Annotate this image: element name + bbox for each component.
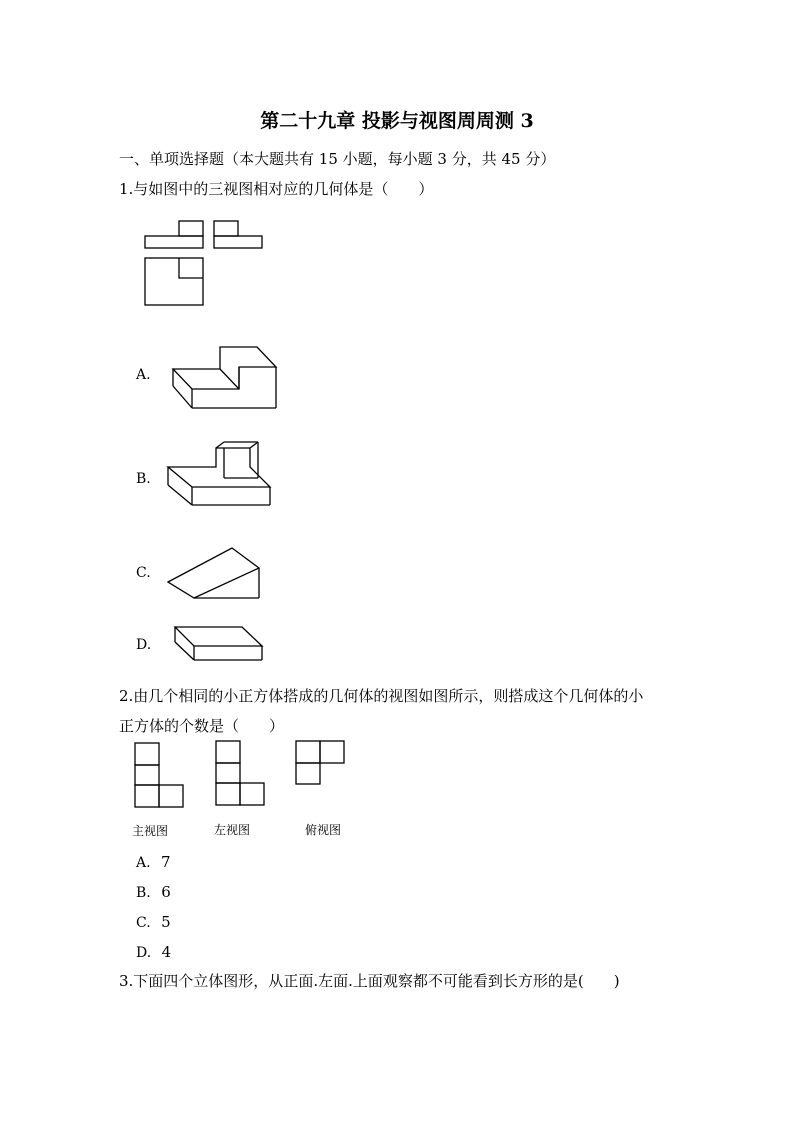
q2-option-c[interactable] [136,913,171,931]
q1-option-b-figure[interactable] [166,442,274,510]
q1-three-views-figure [140,216,270,308]
q2-option-c-value: 5 [161,913,171,931]
question-1-stem: 1.与如图中的三视图相对应的几何体是（ ） [119,180,434,198]
q2-option-a-label: A. [136,855,151,871]
q1-option-c-figure[interactable] [164,544,264,602]
q2-option-d[interactable] [136,943,171,961]
q1-option-a-figure[interactable] [168,342,280,412]
question-2-stem-line1: 2.由几个相同的小正方体搭成的几何体的视图如图所示，则搭成这个几何体的小 [119,687,644,705]
q2-top-view-figure [294,739,348,787]
q2-top-view-label: 俯视图 [305,823,342,837]
q1-option-c-label[interactable]: C. [136,565,151,581]
q1-option-b-label[interactable]: B. [136,471,151,487]
q1-option-d-label[interactable]: D. [136,637,152,653]
q2-option-d-label: D. [136,945,152,961]
q2-option-c-label: C. [136,915,151,931]
q2-left-view-figure [214,739,268,807]
q2-front-view-label: 主视图 [132,824,169,838]
q1-option-a-label[interactable]: A. [136,367,151,383]
q2-option-d-value: 4 [161,943,172,961]
q2-option-b-value: 6 [161,883,171,901]
q2-option-a[interactable] [136,853,171,871]
q2-option-b[interactable] [136,883,171,901]
q2-left-view-label: 左视图 [214,823,251,837]
q1-option-d-figure[interactable] [170,622,268,664]
question-3-stem: 3.下面四个立体图形，从正面.左面.上面观察都不可能看到长方形的是( ) [119,972,620,990]
q2-option-b-label: B. [136,885,151,901]
section-header: 一、单项选择题（本大题共有 15 小题，每小题 3 分，共 45 分） [119,150,556,168]
question-2-stem-line2: 正方体的个数是（ ） [119,717,285,735]
q2-front-view-figure [133,741,185,809]
q2-option-a-value: 7 [161,853,171,871]
page-title: 第二十九章 投影与视图周周测 3 [260,110,534,132]
